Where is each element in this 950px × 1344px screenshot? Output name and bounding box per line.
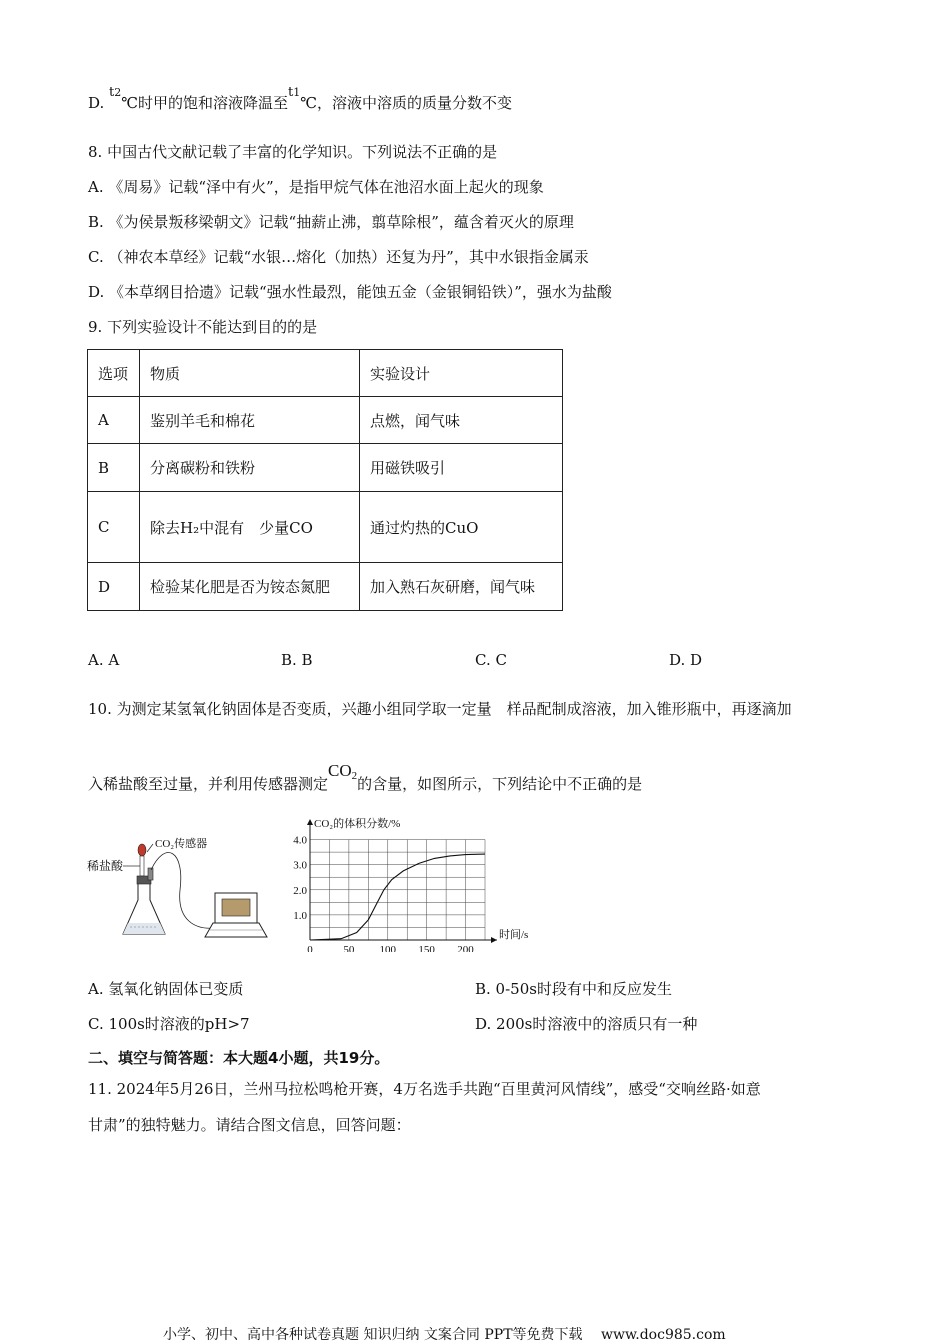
x-tick-label: 100 (379, 944, 397, 952)
x-axis-arrow (491, 937, 497, 943)
x-tick-label: 150 (418, 944, 435, 952)
q9-stem: 9. 下列实验设计不能达到目的的是 (88, 318, 318, 336)
table-cell: B (88, 444, 140, 492)
table-row (88, 492, 563, 563)
q9-answer-b[interactable]: B. B (281, 651, 313, 669)
series-line-co2 (310, 854, 485, 940)
t2-symbol: t2 (109, 85, 122, 100)
table-cell: 分离碳粉和铁粉 (140, 444, 360, 492)
table-header-row (88, 350, 563, 397)
table-row (88, 397, 563, 444)
y-axis-arrow (307, 819, 313, 825)
t1-symbol: t1 (288, 85, 301, 100)
q9-answer-a[interactable]: A. A (88, 651, 120, 669)
q8-option-c: C. （神农本草经》记载“水银…熔化（加热）还复为丹”，其中水银指金属汞 (88, 248, 589, 266)
q9-answer-c[interactable]: C. C (475, 651, 507, 669)
y-tick-label: 2.0 (293, 884, 307, 897)
table-cell: 检验某化肥是否为铵态氮肥 (140, 563, 360, 611)
acid-label: 稀盐酸 (87, 859, 124, 873)
section-heading: 二、填空与简答题：本大题4小题，共19分。 (88, 1049, 390, 1067)
x-axis-label: 时间/s (499, 929, 529, 941)
co2-formula: CO2 (328, 761, 358, 782)
table-header-cell: 选项 (88, 350, 140, 397)
q7-option-d: D. t2℃时甲的饱和溶液降温至t1℃，溶液中溶质的质量分数不变 (88, 85, 513, 112)
table-cell: 鉴别羊毛和棉花 (140, 397, 360, 444)
q8-option-b: B. 《为侯景叛移梁朝文》记载“抽薪止沸，翦草除根”，蕴含着灭火的原理 (88, 213, 574, 231)
chart-axes (307, 819, 497, 943)
q10-stem-line1: 10. 为测定某氢氧化钠固体是否变质，兴趣小组同学取一定量 样品配制成溶液，加入锥形瓶中，再逐滴加 (88, 700, 792, 718)
x-tick-label: 200 (457, 944, 474, 952)
q8-stem: 8. 中国古代文献记载了丰富的化学知识。下列说法不正确的是 (88, 143, 498, 161)
x-tick-label: 50 (343, 944, 355, 952)
table-row (88, 563, 563, 611)
q10-stem-line2: 入稀盐酸至过量，并利用传感器测定CO2的含量，如图所示，下列结论中不正确的是 (88, 761, 643, 793)
table-cell: C (88, 492, 140, 563)
table-cell: 通过灼热的CuO (360, 492, 563, 563)
q10-option-a[interactable]: A. 氢氧化钠固体已变质 (88, 980, 244, 998)
sensor-label: CO₂传感器 (155, 838, 208, 850)
co2-chart (285, 812, 535, 952)
y-tick-label: 4.0 (293, 834, 307, 847)
q10-option-b[interactable]: B. 0-50s时段有中和反应发生 (475, 980, 672, 998)
table-cell: 除去H₂中混有 少量CO (140, 492, 360, 563)
q10-option-d[interactable]: D. 200s时溶液中的溶质只有一种 (475, 1015, 698, 1033)
q11-stem-line2: 甘肃”的独特魅力。请结合图文信息，回答问题： (88, 1116, 411, 1134)
table-cell: 用磁铁吸引 (360, 444, 563, 492)
table-row (88, 444, 563, 492)
x-tick-label: 0 (307, 944, 313, 952)
apparatus-figure (85, 830, 275, 945)
y-axis-label: CO₂的体积分数/% (314, 818, 401, 830)
table-cell: A (88, 397, 140, 444)
y-tick-label: 3.0 (293, 859, 307, 872)
footer-banner: 小学、初中、高中各种试卷真题 知识归纳 文案合同 PPT等免费下载 www.doc985.com (163, 1327, 726, 1343)
q10-option-c[interactable]: C. 100s时溶液的pH>7 (88, 1015, 250, 1033)
table-header-cell: 实验设计 (360, 350, 563, 397)
table-cell: 点燃，闻气味 (360, 397, 563, 444)
q8-option-a: A. 《周易》记载“泽中有火”，是指甲烷气体在池沼水面上起火的现象 (88, 178, 544, 196)
table-cell: 加入熟石灰研磨，闻气味 (360, 563, 563, 611)
q9-answer-d[interactable]: D. D (669, 651, 703, 669)
y-tick-label: 1.0 (293, 909, 307, 922)
q9-table (87, 349, 563, 611)
q8-option-d: D. 《本草纲目拾遗》记载“强水性最烈，能蚀五金（金银铜铅铁）”，强水为盐酸 (88, 283, 612, 301)
q11-stem-line1: 11. 2024年5月26日，兰州马拉松鸣枪开赛，4万名选手共跑“百里黄河风情线”，感受“交响丝路·如意 (88, 1080, 761, 1098)
table-header-cell: 物质 (140, 350, 360, 397)
table-cell: D (88, 563, 140, 611)
